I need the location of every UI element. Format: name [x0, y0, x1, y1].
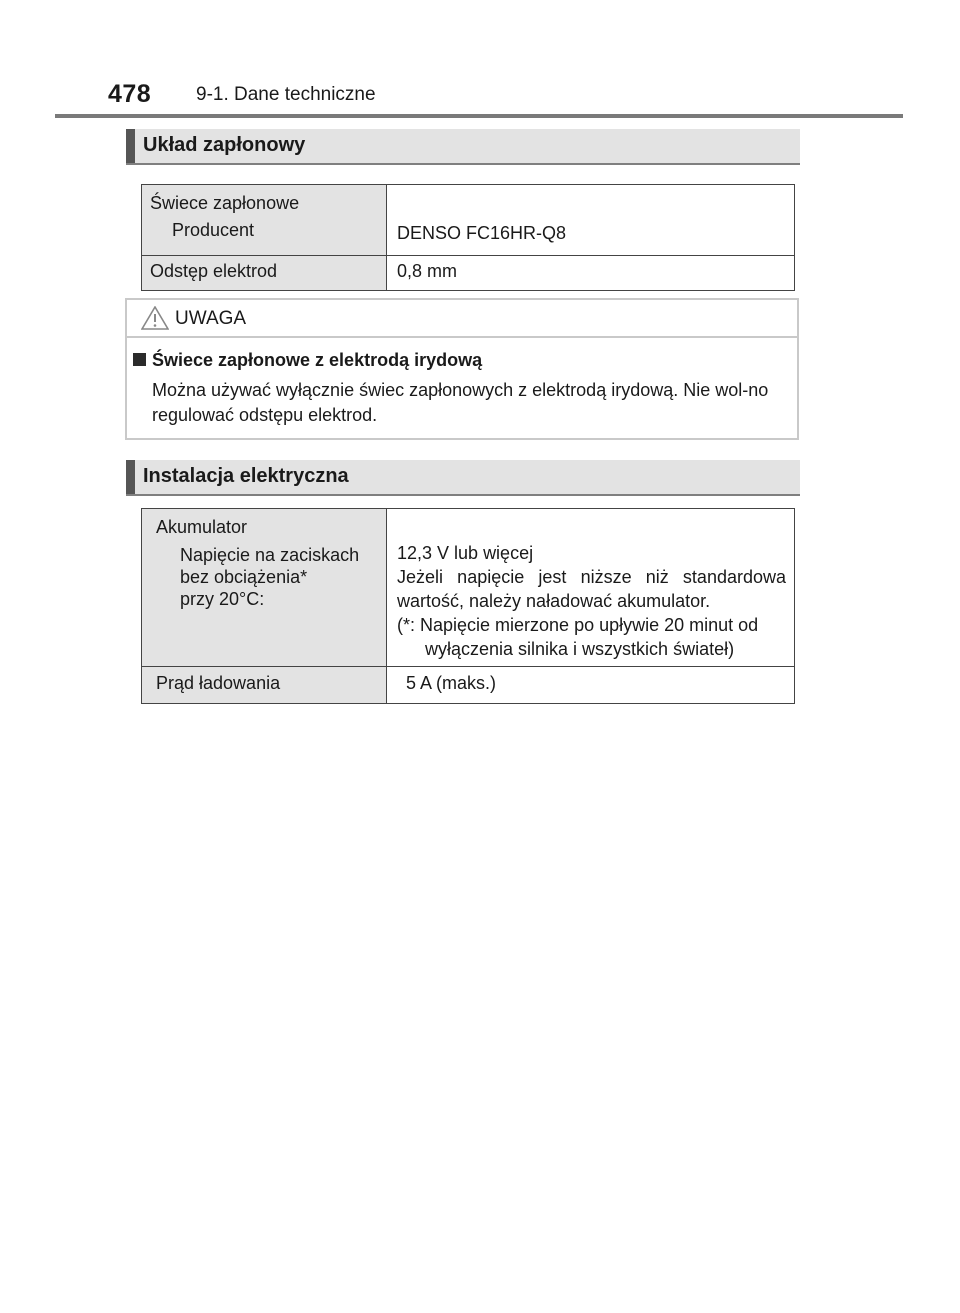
charge-label-cell	[142, 667, 387, 704]
warning-box	[125, 298, 799, 440]
page-number: 478	[108, 80, 152, 108]
ignition-spec-table	[141, 184, 795, 291]
warning-triangle-icon	[141, 306, 169, 330]
manufacturer-label: Producent	[172, 220, 255, 240]
warning-title: UWAGA	[175, 308, 247, 329]
page-header	[108, 80, 903, 112]
warning-text: Można używać wyłącznie świec zapłonowych z elektrodą irydową. Nie wol-no regulować odstępu elektrod.	[152, 380, 769, 425]
voltage-label-line2: bez obciążenia*	[180, 567, 308, 587]
manufacturer-value-cell	[387, 185, 795, 256]
footnote-line1: (*: Napięcie mierzone po upływie 20 minut od	[397, 615, 759, 635]
section-title: 9-1. Dane techniczne	[196, 84, 376, 105]
voltage-label-line1: Napięcie na zaciskach	[180, 545, 360, 565]
gap-label: Odstęp elektrod	[150, 261, 278, 281]
bullet-square-icon	[133, 353, 146, 366]
gap-value-cell	[387, 256, 795, 291]
heading-bar	[126, 460, 135, 494]
ignition-section-title: Układ zapłonowy	[143, 134, 306, 156]
battery-label: Akumulator	[156, 517, 248, 537]
footnote-line2: wyłączenia silnika i wszystkich świateł)	[425, 639, 735, 659]
warning-item-heading	[133, 350, 482, 371]
table-row	[142, 256, 795, 291]
ignition-section-heading	[126, 129, 800, 165]
table-row	[142, 185, 795, 256]
electrical-spec-table	[141, 508, 795, 704]
table-row	[142, 667, 795, 704]
gap-label-cell	[142, 256, 387, 291]
spark-plugs-label-cell	[142, 185, 387, 256]
warning-item-title: Świece zapłonowe z elektrodą irydową	[152, 350, 483, 370]
voltage-note: Jeżeli napięcie jest niższe niż standardowa wartość, należy naładować akumulator.	[397, 567, 786, 611]
voltage-value: 12,3 V lub więcej	[397, 543, 534, 563]
charge-label: Prąd ładowania	[156, 673, 281, 693]
header-rule	[55, 114, 903, 118]
voltage-label-line3: przy 20°C:	[180, 589, 265, 609]
electrical-section-heading	[126, 460, 800, 496]
manufacturer-value: DENSO FC16HR-Q8	[397, 223, 567, 243]
warning-header	[127, 300, 797, 338]
voltage-value-cell	[387, 509, 795, 667]
gap-value: 0,8 mm	[397, 261, 458, 281]
electrical-section-title: Instalacja elektryczna	[143, 465, 349, 487]
spark-plugs-label: Świece zapłonowe	[150, 193, 300, 213]
heading-bar	[126, 129, 135, 163]
charge-value: 5 A (maks.)	[406, 673, 497, 693]
table-row	[142, 509, 795, 667]
charge-value-cell	[387, 667, 795, 704]
battery-label-cell	[142, 509, 387, 667]
